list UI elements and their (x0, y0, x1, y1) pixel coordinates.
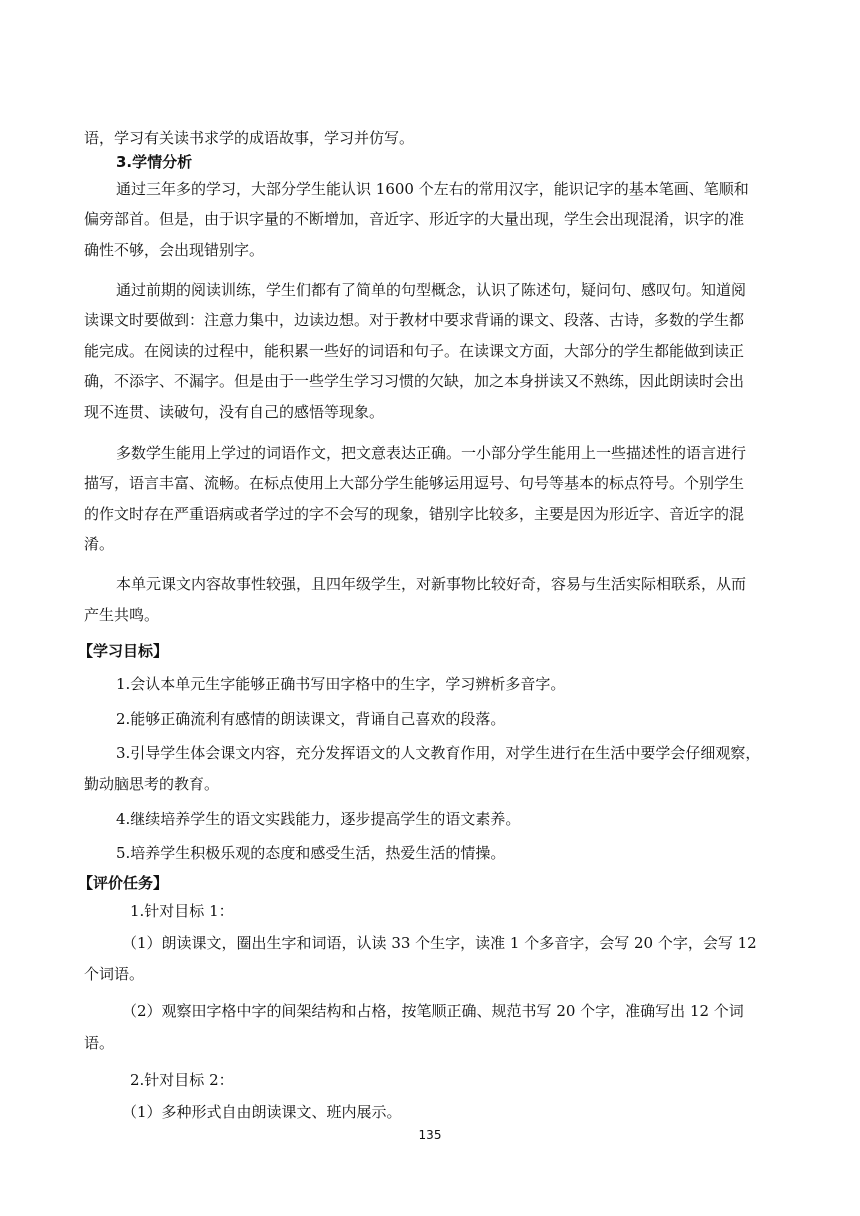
list-item: 4.继续培养学生的语文实践能力，逐步提高学生的语文素养。 (116, 810, 521, 828)
paragraph-line: 产生共鸣。 (84, 606, 160, 624)
paragraph-line: 淆。 (84, 535, 115, 553)
list-item: 勤动脑思考的教育。 (84, 775, 220, 793)
list-item: 5.培养学生积极乐观的态度和感受生活，热爱生活的情操。 (116, 844, 506, 862)
list-item: 3.引导学生体会课文内容，充分发挥语文的人文教育作用，对学生进行在生活中要学会仔细观察， (116, 744, 761, 762)
paragraph-line: 偏旁部首。但是，由于识字量的不断增加，音近字、形近字的大量出现，学生会出现混淆，识字的准 (84, 210, 745, 228)
list-item: （2）观察田字格中字的间架结构和占格，按笔顺正确、规范书写 20 个字，准确写出 12 个词 (122, 1002, 744, 1020)
paragraph-line: 通过三年多的学习，大部分学生能认识 1600 个左右的常用汉字，能识记字的基本笔画、笔顺和 (116, 180, 749, 198)
paragraph-line: 的作文时存在严重语病或者学过的字不会写的现象，错别字比较多，主要是因为形近字、音近字的混 (84, 505, 745, 523)
list-item: 1.针对目标 1： (130, 902, 234, 920)
paragraph-line: 本单元课文内容故事性较强，且四年级学生，对新事物比较好奇，容易与生活实际相联系，从而 (116, 575, 747, 593)
section-heading: 3.学情分析 (116, 153, 193, 171)
paragraph-line: 读课文时要做到：注意力集中，边读边想。对于教材中要求背诵的课文、段落、古诗，多数的学生都 (84, 311, 745, 329)
list-item: （1）朗读课文，圈出生字和词语，认读 33 个生字，读准 1 个多音字，会写 20 个字，会写 12 (122, 934, 757, 952)
section-heading: 【学习目标】 (78, 642, 169, 660)
paragraph-line: 现不连贯、读破句，没有自己的感悟等现象。 (84, 403, 385, 421)
list-item: （1）多种形式自由朗读课文、班内展示。 (122, 1103, 402, 1121)
paragraph-line: 描写，语言丰富、流畅。在标点使用上大部分学生能够运用逗号、句号等基本的标点符号。个别学生 (84, 474, 745, 492)
list-item: 1.会认本单元生字能够正确书写田字格中的生字，学习辨析多音字。 (116, 675, 566, 693)
list-item: 2.针对目标 2： (130, 1071, 234, 1089)
paragraph-line: 多数学生能用上学过的词语作文，把文意表达正确。一小部分学生能用上一些描述性的语言进行 (116, 444, 747, 462)
list-item: 个词语。 (84, 965, 145, 983)
list-item: 2.能够正确流利有感情的朗读课文，背诵自己喜欢的段落。 (116, 710, 506, 728)
paragraph-line: 确，不添字、不漏字。但是由于一些学生学习习惯的欠缺，加之本身拼读又不熟练，因此朗读时会出 (84, 372, 745, 390)
paragraph-line: 确性不够，会出现错别字。 (84, 241, 265, 259)
list-item: 语。 (84, 1034, 115, 1052)
section-heading: 【评价任务】 (78, 874, 169, 892)
page-number: 135 (418, 1128, 442, 1142)
paragraph-line: 能完成。在阅读的过程中，能积累一些好的词语和句子。在读课文方面，大部分的学生都能做到读正 (84, 342, 745, 360)
paragraph-line: 通过前期的阅读训练，学生们都有了简单的句型概念，认识了陈述句，疑问句、感叹句。知道阅 (116, 281, 747, 299)
text-line: 语，学习有关读书求学的成语故事，学习并仿写。 (84, 129, 415, 147)
